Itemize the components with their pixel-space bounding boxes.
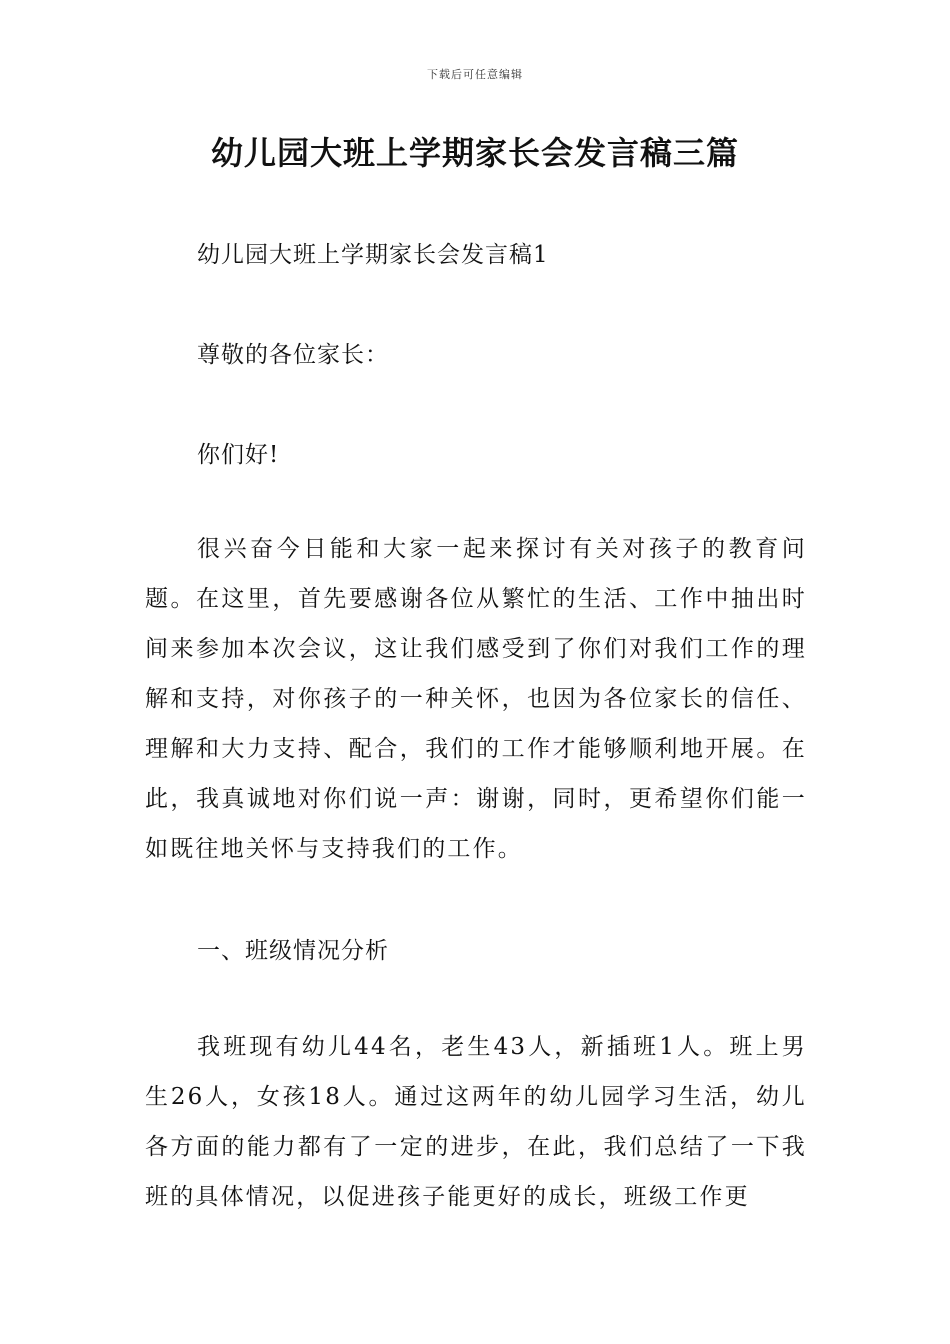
paragraph-class-analysis: 我班现有幼儿44名，老生43人，新插班1人。班上男生26人，女孩18人。通过这两年的幼儿园学习生活，幼儿各方面的能力都有了一定的进步，在此，我们总结了一下我班的具体情况，以促进孩子能更好的成长，班级工作更 — [145, 1034, 807, 1210]
paragraph-intro: 很兴奋今日能和大家一起来探讨有关对孩子的教育问题。在这里，首先要感谢各位从繁忙的生活、工作中抽出时间来参加本次会议，这让我们感受到了你们对我们工作的理解和支持，对你孩子的一种关怀，也因为各位家长的信任、理解和大力支持、配合，我们的工作才能够顺利地开展。在此，我真诚地对你们说一声：谢谢，同时，更希望你们能一如既往地关怀与支持我们的工作。 — [145, 536, 807, 862]
greeting: 你们好! — [197, 442, 280, 468]
section-heading: 一、班级情况分析 — [197, 938, 389, 964]
document-title: 幼儿园大班上学期家长会发言稿三篇 — [210, 134, 739, 172]
header-note: 下载后可任意编辑 — [427, 68, 523, 81]
salutation: 尊敬的各位家长： — [197, 342, 389, 368]
subtitle: 幼儿园大班上学期家长会发言稿1 — [197, 242, 549, 268]
